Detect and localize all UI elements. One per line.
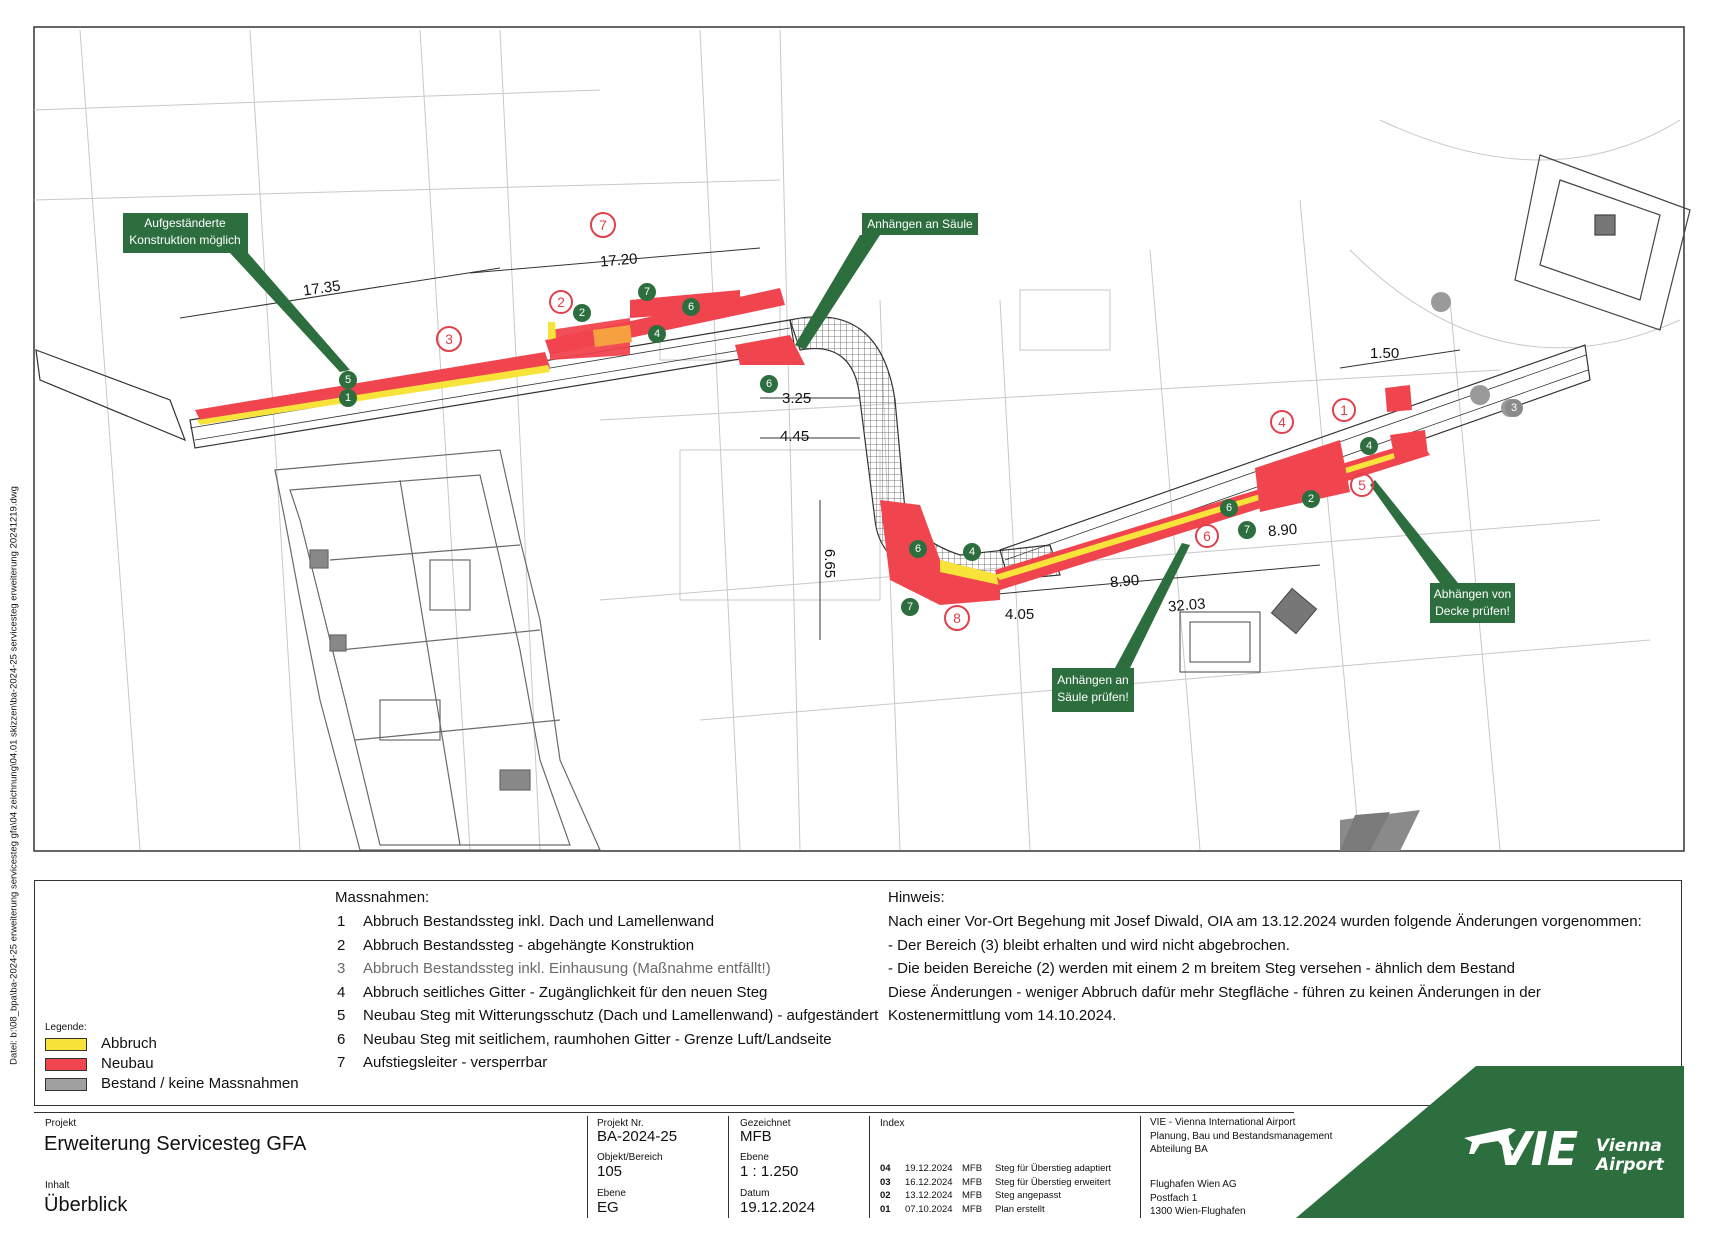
list-item: 5 Neubau Steg mit Witterungsschutz (Dach und Lamellenwand) - aufgeständert [337,1007,879,1024]
dimension-8-90-a: 8.90 [1109,571,1140,592]
dimension-4-05: 4.05 [1005,606,1035,623]
ebene-value: EG [597,1199,619,1216]
marker-6: 6 [1220,499,1238,517]
marker-7: 7 [1238,521,1256,539]
handwritten-4: 4 [1270,410,1294,434]
legend-item: Bestand / keine Massnahmen [45,1074,299,1094]
datum-value: 19.12.2024 [740,1199,816,1216]
vie-logo-airport: Airport [1596,1155,1664,1175]
index-label: Index [880,1118,905,1129]
handwritten-3: 3 [436,326,462,352]
vie-logo: VIE [1496,1122,1578,1176]
list-item: 6 Neubau Steg mit seitlichem, raumhohen Gitter - Grenze Luft/Landseite [337,1030,832,1048]
marker-1: 1 [339,389,357,407]
dimension-6-65: 6.65 [821,548,839,579]
marker-4: 4 [963,543,981,561]
dimension-8-90-b: 8.90 [1267,520,1298,541]
legend-item: Abbruch [45,1034,299,1054]
handwritten-6: 6 [1195,524,1219,548]
dimension-4-45: 4.45 [780,428,810,445]
projekt-name: Erweiterung Servicesteg GFA [44,1133,307,1155]
index-row: 04 19.12.2024 MFB Steg für Überstieg adaptiert [880,1163,1112,1174]
marker-6: 6 [682,298,700,316]
company-block: VIE - Vienna International Airport Planung, Bau und Bestandsmanagement Abteilung BA [1150,1117,1333,1155]
list-item: 1 Abbruch Bestandssteg inkl. Dach und Lamellenwand [337,913,715,930]
marker-3: 3 [1505,399,1523,417]
callout-aufgestaendert: Aufgeständerte Konstruktion möglich [129,216,241,247]
massstab-value: 1 : 1.250 [740,1163,799,1180]
marker-6: 6 [909,540,927,558]
hinweis-line: - Der Bereich (3) bleibt erhalten und wird nicht abgebrochen. [888,936,1290,954]
gezeichnet-value: MFB [740,1128,772,1145]
dimension-17-20: 17.20 [599,250,639,271]
index-row: 01 07.10.2024 MFB Plan erstellt [880,1203,1045,1215]
marker-7: 7 [901,598,919,616]
inhalt-label: Inhalt [45,1180,70,1191]
massnahmen-title: Massnahmen: [335,889,430,906]
inhalt-value: Überblick [44,1194,128,1216]
handwritten-1: 1 [1332,398,1356,422]
list-item: 4 Abbruch seitliches Gitter - Zugänglichkeit für den neuen Steg [337,983,768,1001]
dimension-17-35: 17.35 [301,277,342,300]
handwritten-5: 5 [1350,473,1374,497]
dimension-1-50: 1.50 [1370,345,1400,362]
legend-item: Neubau [45,1054,299,1074]
address-block: Flughafen Wien AG Postfach 1 1300 Wien-Flughafen [1150,1179,1246,1217]
marker-4: 4 [648,325,666,343]
callout-saeule: Anhängen an Säule [867,217,973,231]
massstab-label: Ebene [740,1152,769,1163]
handwritten-7: 7 [590,212,616,238]
projekt-nr: BA-2024-25 [597,1128,678,1145]
marker-2: 2 [573,304,591,322]
projekt-label: Projekt [45,1118,77,1129]
marker-5: 5 [339,371,357,389]
vie-logo-vienna: Vienna [1596,1136,1662,1156]
dimension-3-25: 3.25 [782,390,812,407]
marker-7: 7 [638,283,656,301]
list-item: 3 Abbruch Bestandssteg inkl. Einhausung (Maßnahme entfällt!) [337,960,771,977]
index-row: 02 13.12.2024 MFB Steg angepasst [880,1190,1062,1201]
list-item: 7 Aufstiegsleiter - versperrbar [337,1054,548,1071]
legend-title: Legende: [45,1022,87,1033]
objekt-label: Objekt/Bereich [597,1152,663,1163]
handwritten-2: 2 [549,290,573,314]
hinweis-line: - Die beiden Bereiche (2) werden mit einem 2 m breitem Steg versehen - ähnlich dem Bestand [888,960,1515,977]
handwritten-8: 8 [944,605,970,631]
marker-4: 4 [1360,437,1378,455]
callout-decke: Abhängen von Decke prüfen! [1433,587,1512,618]
gezeichnet-label: Gezeichnet [740,1118,791,1129]
marker-2: 2 [1302,490,1320,508]
index-row: 03 16.12.2024 MFB Steg für Überstieg erweitert [880,1176,1111,1188]
ebene-label: Ebene [597,1188,626,1199]
index-table [880,1162,1111,1216]
file-path: Datei: b:\08_bpa\ba-2024-25 erweiterung servicesteg gfa\04 zeichnung\04.01 skizzen\ba-2024-25 servicesteg erweiterung 20241219.dwg [8,486,20,1065]
hinweis-title: Hinweis: [888,889,945,906]
hinweis-line: Kostenermittlung vom 14.10.2024. [888,1007,1117,1024]
dimension-32-03: 32.03 [1167,595,1207,616]
hinweis-line: Diese Änderungen - weniger Abbruch dafür mehr Stegfläche - führen zu keinen Änderungen in der [888,983,1541,1001]
datum-label: Datum [740,1188,770,1199]
projekt-nr-label: Projekt Nr. [597,1118,644,1129]
marker-6: 6 [760,375,778,393]
objekt-value: 105 [597,1163,623,1180]
callout-saeule-pruefen: Anhängen an Säule prüfen! [1057,673,1129,704]
list-item: 2 Abbruch Bestandssteg - abgehängte Konstruktion [337,936,695,954]
hinweis-line: Nach einer Vor-Ort Begehung mit Josef Diwald, OIA am 13.12.2024 wurden folgende Änderungen vorgenommen: [888,913,1642,930]
